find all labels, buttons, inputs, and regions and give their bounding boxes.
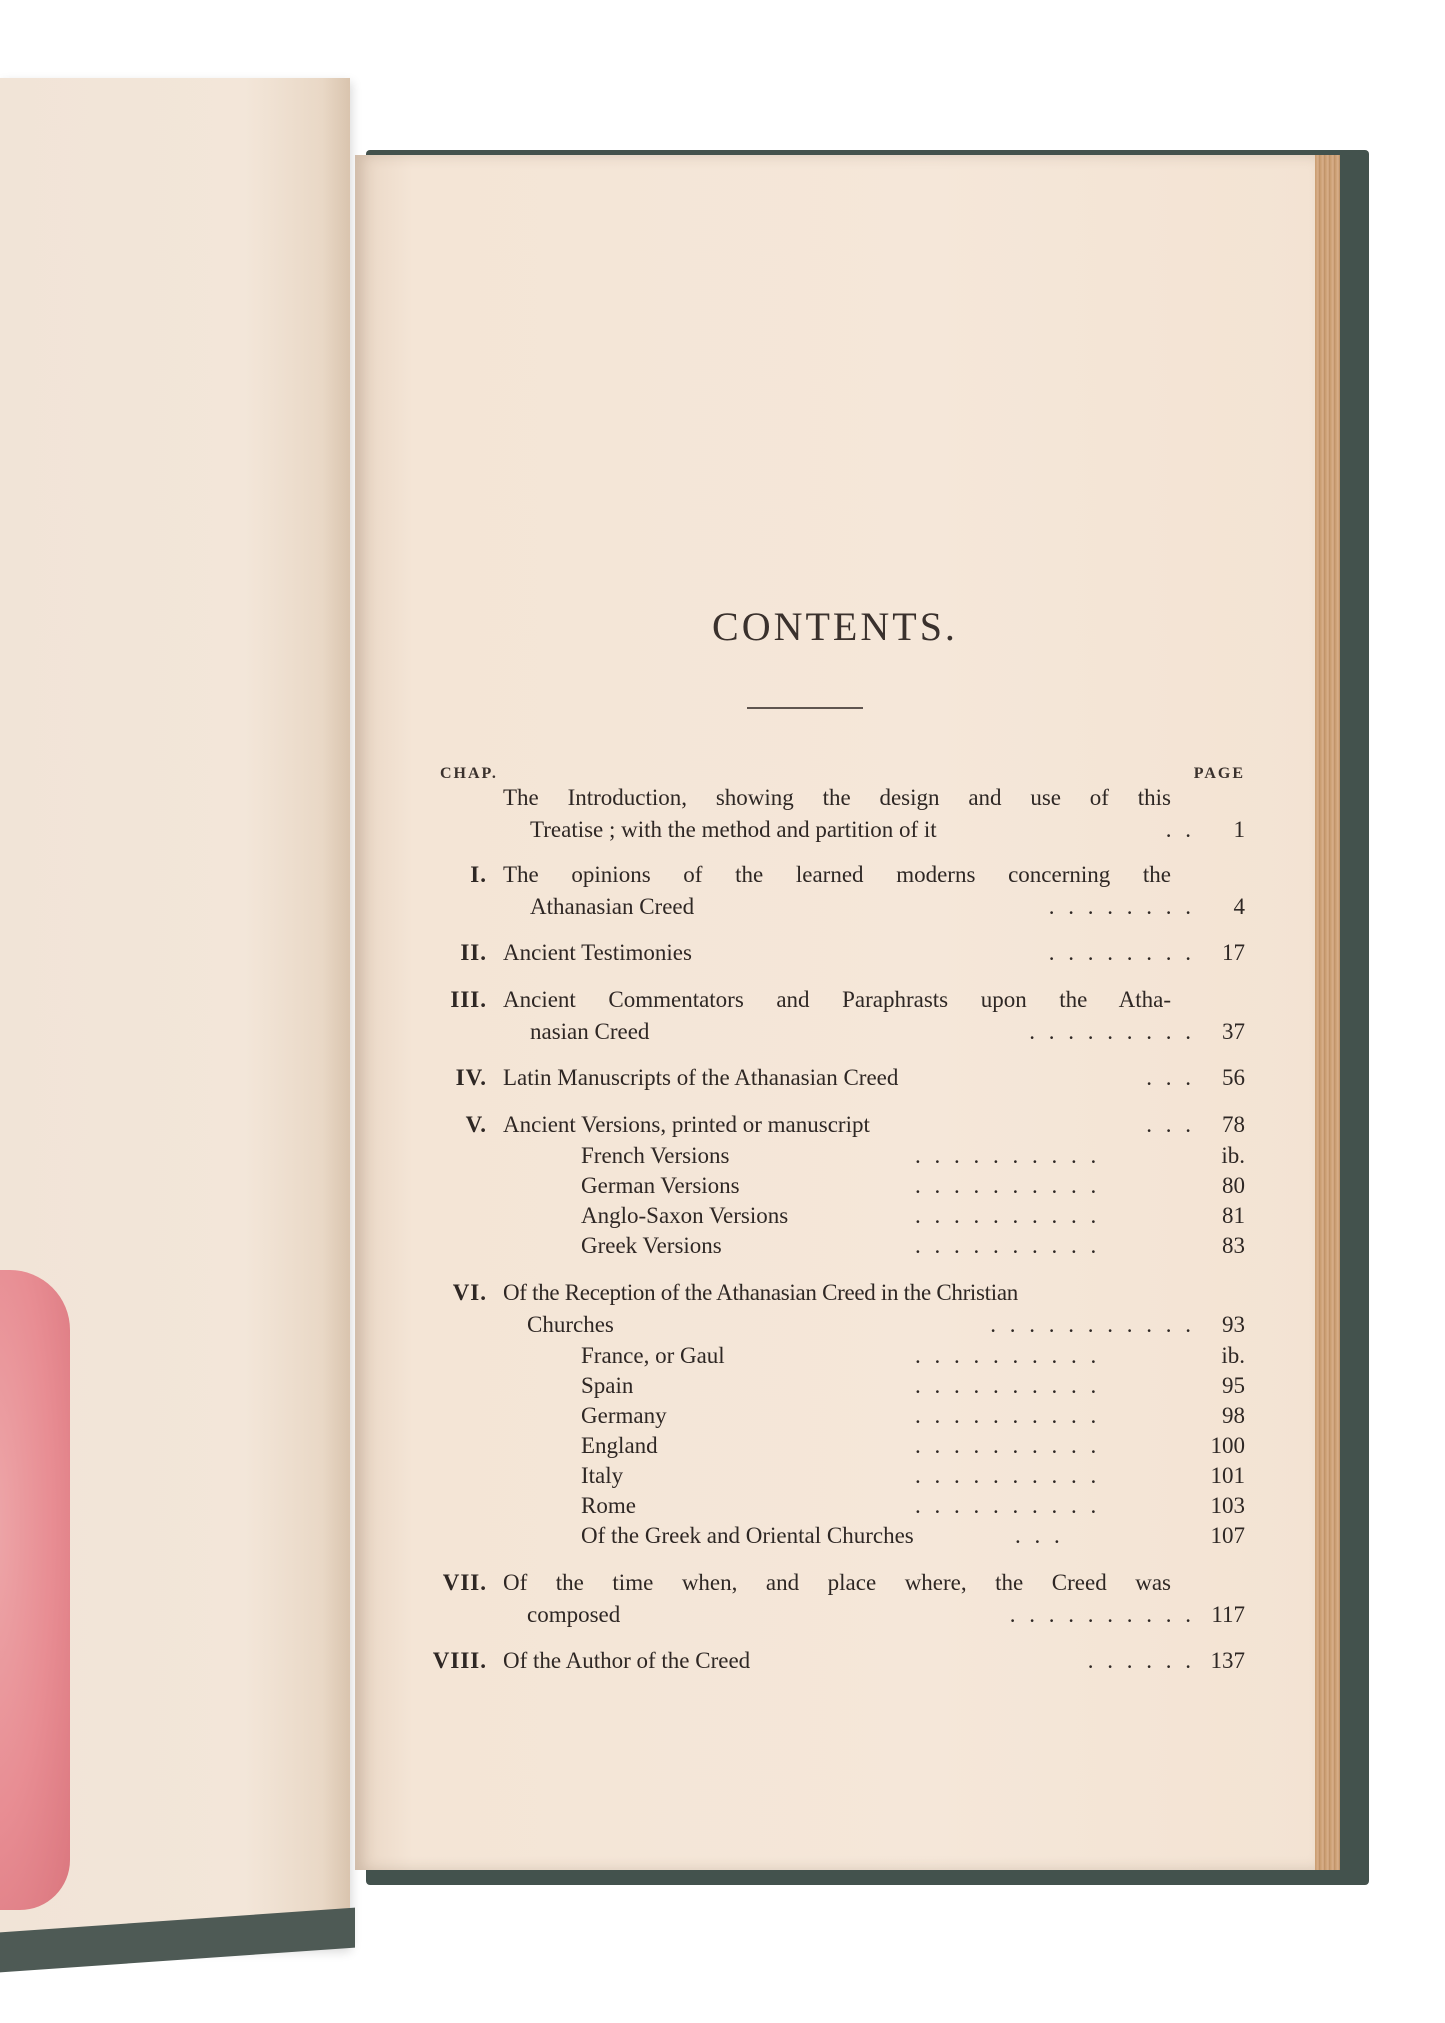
leader-dots: . . . . . . . . . . (915, 1343, 1101, 1368)
entry-page: 117 (1211, 1602, 1245, 1627)
leader-dots: . . . . . . . . . . (915, 1493, 1101, 1518)
toc-entry-chapter-4 (355, 1063, 1315, 1095)
leader-dots: . . . . . . . . . . . (990, 1312, 1195, 1337)
toc-entry-introduction (355, 783, 1315, 847)
leader-dots: . . . . . . . . . . (915, 1433, 1101, 1458)
sub-label: Italy (581, 1463, 624, 1488)
sub-label: Rome (581, 1493, 636, 1518)
sub-label: French Versions (581, 1143, 730, 1168)
sub-page: 103 (1210, 1493, 1245, 1518)
entry-line1: Of the Reception of the Athanasian Creed in the Christian (503, 1280, 1018, 1305)
entry-page: 93 (1222, 1312, 1245, 1337)
entry-line1: The Introduction, showing the design and use of this (503, 785, 1171, 810)
contents-page (355, 155, 1315, 1870)
sub-entry-spain (355, 1371, 1315, 1401)
toc-entry-chapter-5 (355, 1110, 1315, 1142)
toc-entry-chapter-3 (355, 985, 1315, 1049)
holding-thumb (0, 1270, 70, 1910)
chapter-number: VII. (442, 1570, 487, 1595)
sub-label: Spain (581, 1373, 634, 1398)
leader-dots: . . . (1146, 1112, 1195, 1137)
entry-line1: Latin Manuscripts of the Athanasian Creed (503, 1065, 899, 1090)
sub-page: 101 (1210, 1463, 1245, 1488)
entry-line1: Of the time when, and place where, the Creed was (503, 1570, 1171, 1595)
sub-entry-anglo-saxon-versions (355, 1201, 1315, 1231)
leader-dots: . . . . . . . . . . (915, 1373, 1101, 1398)
sub-page: 100 (1210, 1433, 1245, 1458)
leader-dots: . . . (1015, 1523, 1064, 1548)
page-column-header: PAGE (1193, 765, 1245, 782)
sub-entry-french-versions (355, 1141, 1315, 1171)
entry-page: 4 (1233, 894, 1245, 919)
leader-dots: . . . . . . . . . . (915, 1203, 1101, 1228)
entry-line1: Of the Author of the Creed (503, 1648, 751, 1673)
sub-entry-greek-versions (355, 1231, 1315, 1261)
sub-page: ib. (1221, 1143, 1245, 1168)
sub-page: 83 (1222, 1233, 1245, 1258)
entry-page: 1 (1233, 817, 1245, 842)
toc-entry-chapter-8 (355, 1646, 1315, 1678)
leader-dots: . . . . . . . . . . (915, 1143, 1101, 1168)
entry-line2: nasian Creed (530, 1019, 650, 1044)
sub-page: 80 (1222, 1173, 1245, 1198)
entry-line2: Churches (527, 1312, 614, 1337)
leader-dots: . . . . . . . . . . (915, 1463, 1101, 1488)
entry-line1: Ancient Commentators and Paraphrasts upon the Atha- (503, 987, 1171, 1012)
sub-label: Anglo-Saxon Versions (581, 1203, 789, 1228)
leader-dots: . . . . . . . . . (1029, 1019, 1195, 1044)
leader-dots: . . . . . . . . (1048, 894, 1195, 919)
entry-line1: Ancient Testimonies (503, 940, 692, 965)
entry-page: 37 (1222, 1019, 1245, 1044)
entry-page: 56 (1222, 1065, 1245, 1090)
leader-dots: . . . . . . . . . . (1009, 1602, 1195, 1627)
chapter-number: VIII. (432, 1648, 487, 1673)
leader-dots: . . . (1146, 1065, 1195, 1090)
entry-line2: Treatise ; with the method and partition of it (530, 817, 937, 842)
entry-line2: composed (527, 1602, 621, 1627)
leader-dots: . . . . . . . . . . (915, 1173, 1101, 1198)
sub-label: Of the Greek and Oriental Churches (581, 1523, 914, 1548)
leader-dots: . . (1165, 817, 1195, 842)
entry-page: 137 (1210, 1648, 1245, 1673)
sub-label: France, or Gaul (581, 1343, 725, 1368)
sub-entry-germany (355, 1401, 1315, 1431)
sub-entry-france (355, 1341, 1315, 1371)
toc-entry-chapter-7 (355, 1568, 1315, 1632)
sub-label: Greek Versions (581, 1233, 722, 1258)
chapter-number: IV. (455, 1065, 487, 1090)
toc-entry-chapter-6 (355, 1278, 1315, 1342)
leader-dots: . . . . . . . . . . (915, 1403, 1101, 1428)
leader-dots: . . . . . . . . (1048, 940, 1195, 965)
sub-entry-england (355, 1431, 1315, 1461)
chapter-number: I. (470, 862, 487, 887)
entry-line2: Athanasian Creed (530, 894, 695, 919)
sub-entry-greek-oriental (355, 1521, 1315, 1551)
sub-page: 81 (1222, 1203, 1245, 1228)
sub-entry-italy (355, 1461, 1315, 1491)
entry-page: 78 (1222, 1112, 1245, 1137)
chap-column-header: CHAP. (440, 765, 498, 782)
toc-entry-chapter-1 (355, 860, 1315, 924)
sub-entry-rome (355, 1491, 1315, 1521)
chapter-number: V. (465, 1112, 487, 1137)
sub-page: ib. (1221, 1343, 1245, 1368)
sub-page: 98 (1222, 1403, 1245, 1428)
sub-page: 95 (1222, 1373, 1245, 1398)
toc-entry-chapter-2 (355, 938, 1315, 970)
chapter-number: II. (460, 940, 487, 965)
entry-line1: The opinions of the learned moderns concerning the (503, 862, 1171, 887)
sub-label: England (581, 1433, 658, 1458)
sub-label: Germany (581, 1403, 667, 1428)
entry-page: 17 (1222, 940, 1245, 965)
leader-dots: . . . . . . . . . . (915, 1233, 1101, 1258)
sub-label: German Versions (581, 1173, 740, 1198)
sub-entry-german-versions (355, 1171, 1315, 1201)
title-rule (747, 707, 863, 709)
chapter-number: III. (450, 987, 487, 1012)
chapter-number: VI. (452, 1280, 487, 1305)
entry-line1: Ancient Versions, printed or manuscript (503, 1112, 870, 1137)
page-title: CONTENTS. (712, 604, 958, 649)
leader-dots: . . . . . . (1087, 1648, 1195, 1673)
sub-page: 107 (1210, 1523, 1245, 1548)
